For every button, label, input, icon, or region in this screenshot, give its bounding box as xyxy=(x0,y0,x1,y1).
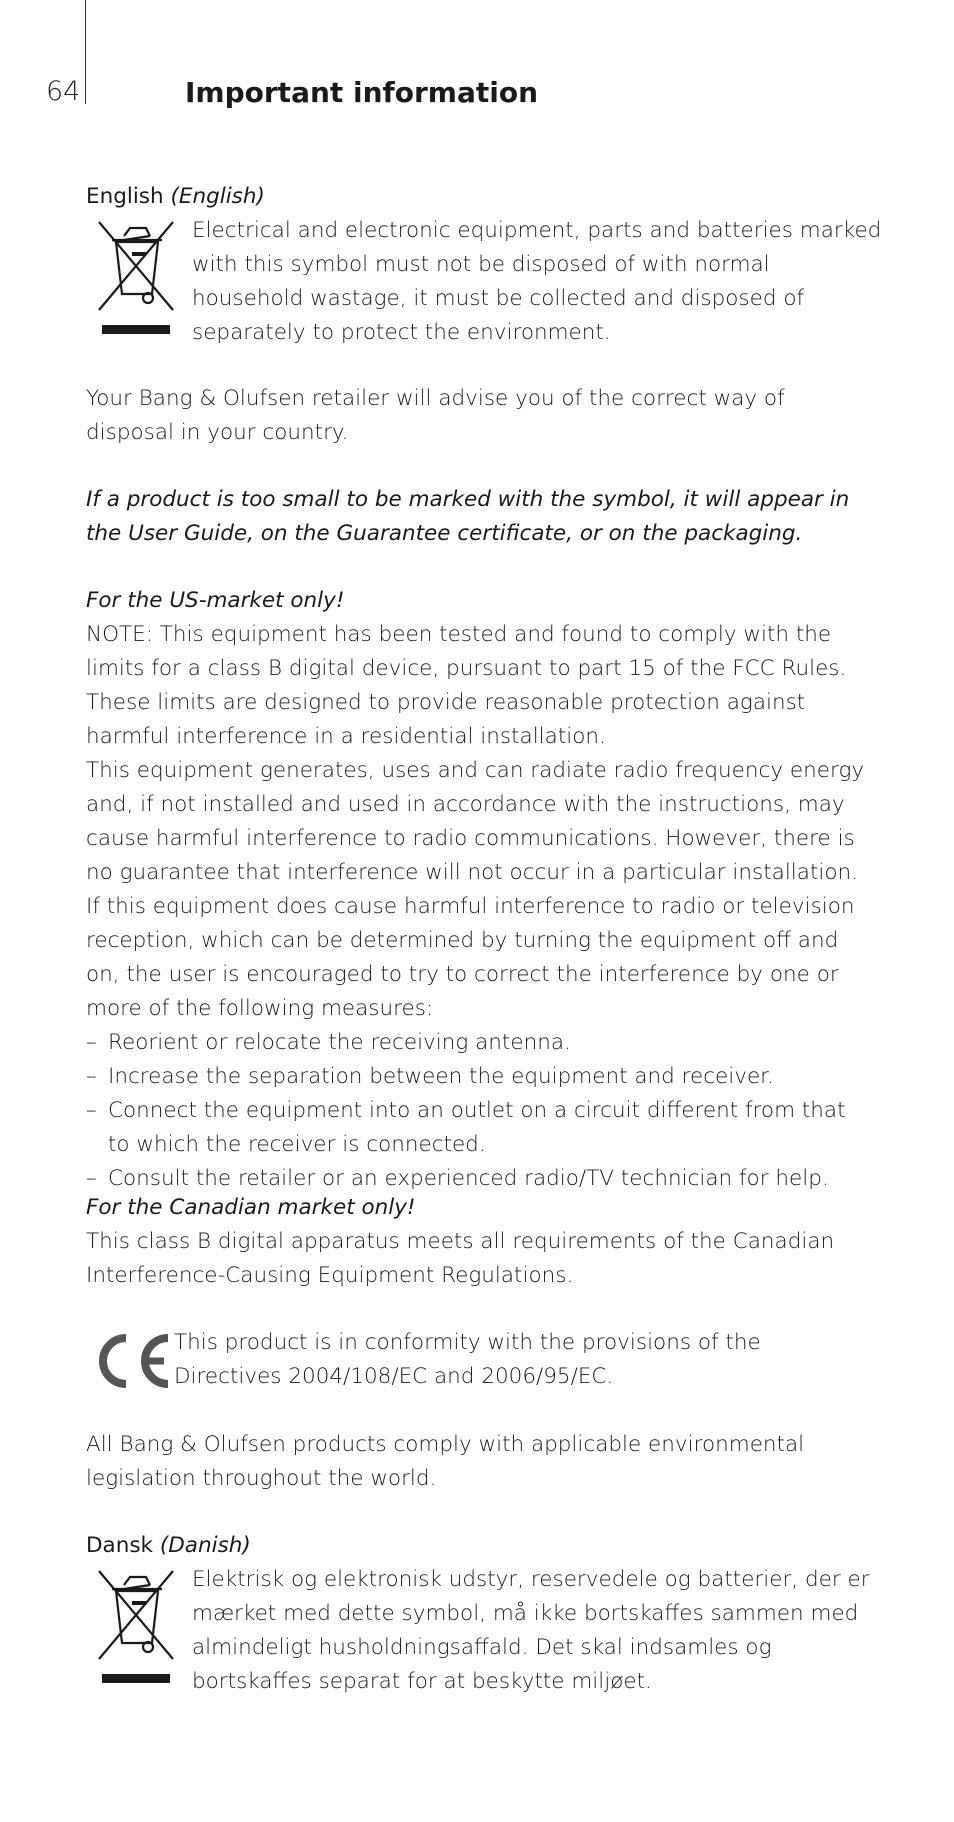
interference-measures-list xyxy=(86,1026,866,1196)
language-name: English xyxy=(86,184,164,209)
ce-mark-icon xyxy=(92,1332,172,1390)
ce-conformity-text: This product is in conformity with the provisions of the Directives 2004/108/EC and 2006/95/EC. xyxy=(174,1330,761,1389)
language-name: Dansk xyxy=(86,1533,154,1558)
danish-heading xyxy=(86,1529,251,1563)
list-item: – Increase the separation between the equipment and receiver. xyxy=(86,1064,774,1089)
english-heading xyxy=(86,180,265,214)
fcc-note: NOTE: This equipment has been tested and found to comply with the limits for a class B digital device, pursuant to part 15 of the FCC Rules. These limits are designed to provide reasonable protection against harmful interference in a residential installation. xyxy=(86,622,847,749)
environmental-legislation-text: All Bang & Olufsen products comply with applicable environmental legislation throughout the world. xyxy=(86,1432,805,1491)
english-weee-section xyxy=(86,214,882,354)
fcc-paragraph: This equipment generates, uses and can radiate radio frequency energy and, if not installed and used in accordance with the instructions, may cause harmful interference to radio communications. However, there is no guarantee that interference will not occur in a particular installation. If this equipment does cause harmful interference to radio or television reception, which can be determined by turning the equipment off and on, the user is encouraged to try to correct the interference by one or more of the following measures: xyxy=(86,758,865,1021)
us-market-section xyxy=(86,584,866,1196)
canadian-market-heading: For the Canadian market only! xyxy=(86,1195,416,1220)
list-item: – Reorient or relocate the receiving antenna. xyxy=(86,1030,571,1055)
language-native-name: (English) xyxy=(170,184,265,209)
ce-conformity-section xyxy=(86,1326,866,1398)
weee-bin-icon xyxy=(96,214,176,334)
canadian-market-section xyxy=(86,1191,866,1293)
weee-bin-icon xyxy=(96,1563,176,1683)
weee-disposal-text-danish: Elektrisk og elektronisk udstyr, reservedele og batterier, der er mærket med dette symbol, må ikke bortskaffes sammen med almindeligt husholdningsaffald. Det skal indsamles og bortskaffes separat for at beskytte miljøet. xyxy=(192,1567,870,1694)
retailer-advice-text: Your Bang & Olufsen retailer will advise you of the correct way of disposal in your country. xyxy=(86,386,785,445)
page-number: 64 xyxy=(46,76,81,107)
list-item: – Consult the retailer or an experienced radio/TV technician for help. xyxy=(86,1166,829,1191)
us-market-heading: For the US-market only! xyxy=(86,588,345,613)
header-divider xyxy=(85,0,86,104)
danish-weee-section xyxy=(86,1563,870,1703)
page-title: Important information xyxy=(185,76,539,109)
small-product-note: If a product is too small to be marked with the symbol, it will appear in the User Guide, on the Guarantee certificate, or on the packaging. xyxy=(86,487,850,546)
list-item: – Connect the equipment into an outlet on a circuit different from that to which the receiver is connected. xyxy=(86,1098,846,1157)
language-native-name: (Danish) xyxy=(159,1533,251,1558)
weee-disposal-text: Electrical and electronic equipment, parts and batteries marked with this symbol must not be disposed of with normal household wastage, it must be collected and disposed of separately to protect the environment. xyxy=(192,218,882,345)
canadian-regulation-text: This class B digital apparatus meets all requirements of the Canadian Interference-Causing Equipment Regulations. xyxy=(86,1229,835,1288)
